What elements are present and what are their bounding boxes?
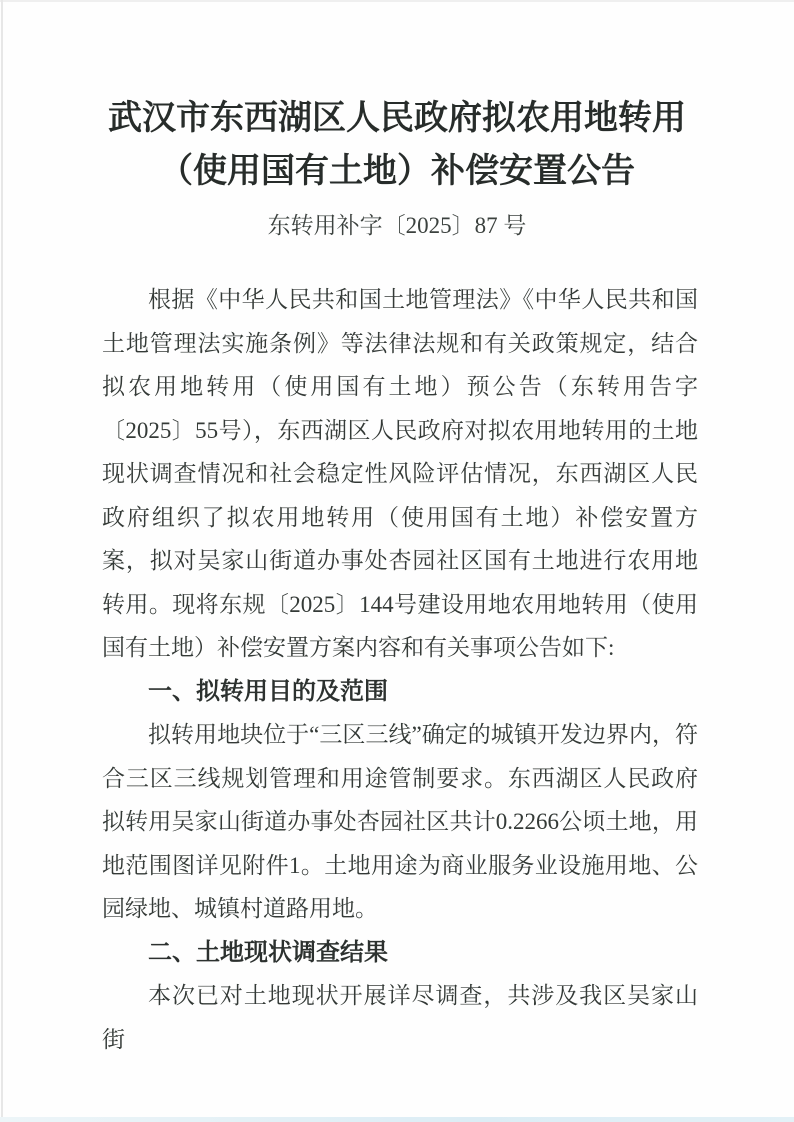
section-1-heading: 一、拟转用目的及范围 (148, 677, 388, 705)
opening-paragraph: 根据《中华人民共和国土地管理法》《中华人民共和国土地管理法实施条例》等法律法规和有关政策规定，结合拟农用地转用（使用国有土地）预公告（东转用告字〔2025〕55号），东西湖区人民政府对拟农用地转用的土地现状调查情况和社会稳定性风险评估情况，东西湖区人民政府组织了拟农用地转用（使用国有土地）补偿安置方案，拟对吴家山街道办事处杏园社区国有土地进行农用地转用。现将东规〔2025〕144号建设用地农用地转用（使用国有土地）补偿安置方案内容和有关事项公告如下: (102, 287, 698, 660)
document-body (102, 278, 698, 1061)
document-number: 东转用补字〔2025〕87 号 (267, 213, 527, 238)
scan-edge-left (1, 0, 3, 1122)
scan-edge-top (0, 0, 794, 2)
section-2-paragraph: 本次已对土地现状开展详尽调查，共涉及我区吴家山街 (102, 983, 698, 1052)
scan-edge-bottom (0, 1117, 794, 1122)
section-2-heading: 二、土地现状调查结果 (148, 938, 388, 966)
document-title-line-2: （使用国有土地）补偿安置公告 (159, 152, 635, 190)
section-1-paragraph: 拟转用地块位于“三区三线”确定的城镇开发边界内，符合三区三线规划管理和用途管制要求。东西湖区人民政府拟转用吴家山街道办事处杏园社区共计0.2266公顷土地，用地范围图详见附件1。土地用途为商业服务业设施用地、公园绿地、城镇村道路用地。 (102, 722, 698, 921)
document-title-line-1: 武汉市东西湖区人民政府拟农用地转用 (108, 99, 686, 137)
title-block (0, 0, 794, 243)
